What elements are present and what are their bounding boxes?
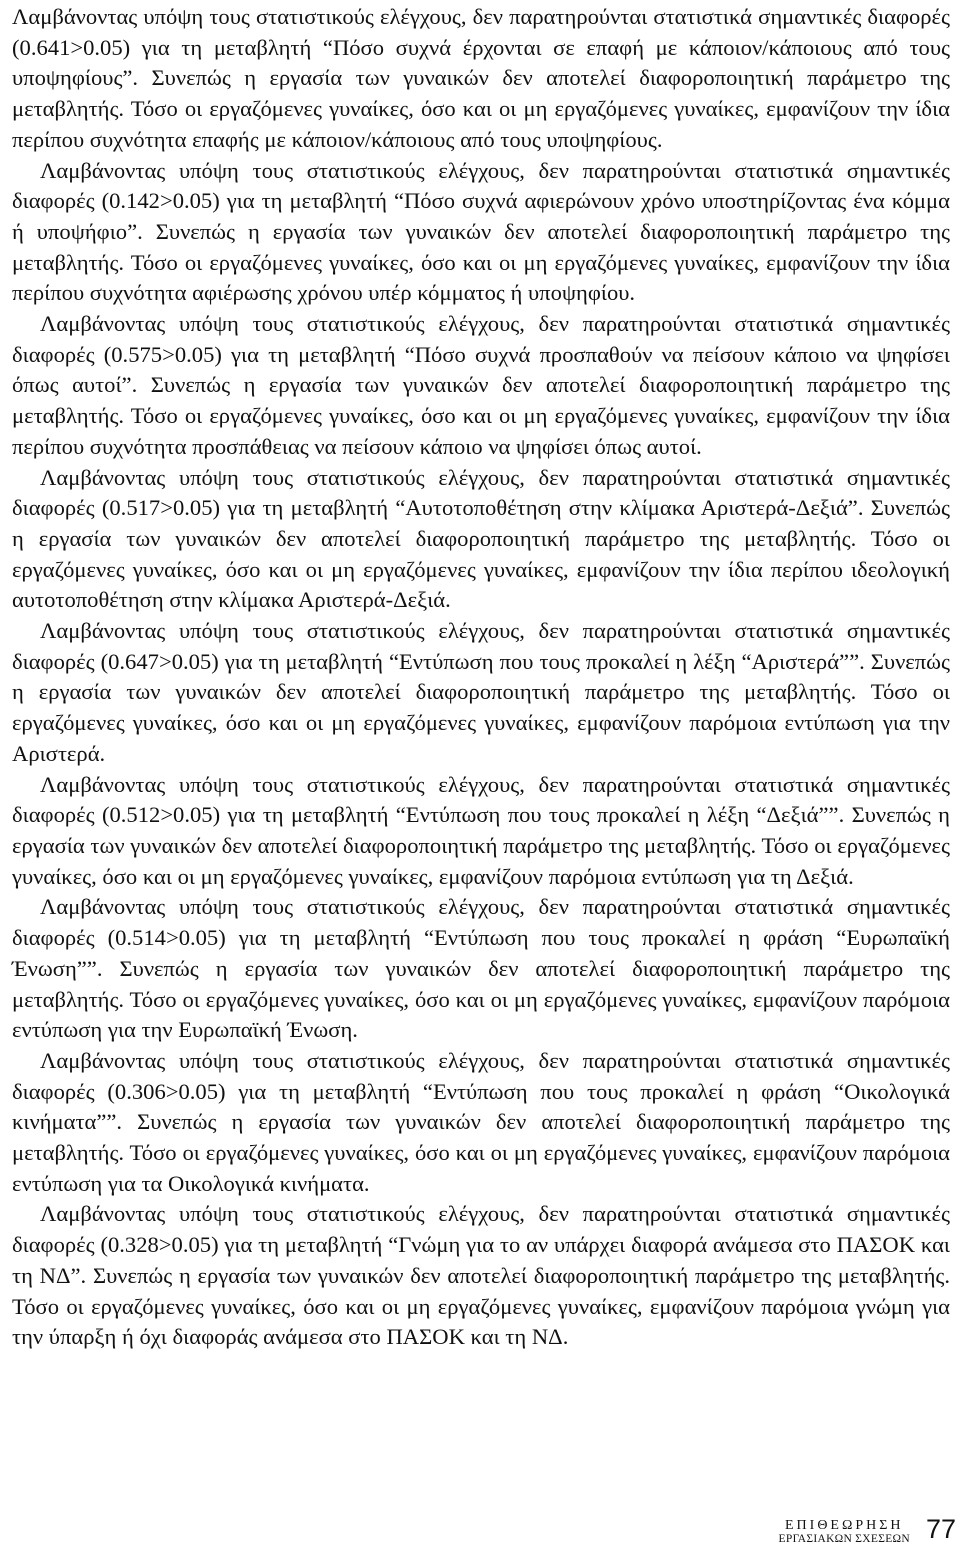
paragraph-impression-eu: Λαμβάνοντας υπόψη τους στατιστικούς ελέγχους, δεν παρατηρούνται στατιστικά σημαντικές διαφορές (0.514>0.05) για τη μεταβλητή “Εντύπωση που τους προκαλεί η φράση “Ευρωπαϊκή Ένωση””. Συνεπώς η εργασία των γυναικών δεν αποτελεί διαφοροποιητική παράμετρο της μεταβλητής. Τόσο οι εργαζόμενες γυναίκες, όσο και οι μη εργαζόμενες γυναίκες, εμφανίζουν παρόμοια εντύπωση για την Ευρωπαϊκή Ένωση. bbox=[12, 894, 950, 1043]
paragraph-pasok-nd: Λαμβάνοντας υπόψη τους στατιστικούς ελέγχους, δεν παρατηρούνται στατιστικά σημαντικές διαφορές (0.328>0.05) για τη μεταβλητή “Γνώμη για το αν υπάρχει διαφορά ανάμεσα στο ΠΑΣΟΚ και τη ΝΔ”. Συνεπώς η εργασία των γυναικών δεν αποτελεί διαφοροποιητική παράμετρο της μεταβλητής. Τόσο οι εργαζόμενες γυναίκες, όσο και οι μη εργαζόμενες γυναίκες, εμφανίζουν παρόμοια γνώμη για την ύπαρξη ή όχι διαφοράς ανάμεσα στο ΠΑΣΟΚ και τη ΝΔ. bbox=[12, 1201, 950, 1350]
journal-title-line2: ΕΡΓΑΣΙΑΚΩΝ ΣΧΕΣΕΩΝ bbox=[778, 1533, 910, 1545]
page-number: 77 bbox=[925, 1514, 956, 1544]
paragraph-impression-right: Λαμβάνοντας υπόψη τους στατιστικούς ελέγχους, δεν παρατηρούνται στατιστικά σημαντικές διαφορές (0.512>0.05) για τη μεταβλητή “Εντύπωση που τους προκαλεί η λέξη “Δεξιά””. Συνεπώς η εργασία των γυναικών δεν αποτελεί διαφοροποιητική παράμετρο της μεταβλητής. Τόσο οι εργαζόμενες γυναίκες, όσο και οι μη εργαζόμενες γυναίκες, εμφανίζουν παρόμοια εντύπωση για τη Δεξιά. bbox=[12, 771, 950, 889]
journal-title-line1: ΕΠΙΘΕΩΡΗΣΗ bbox=[785, 1518, 904, 1533]
paragraph-impression-ecology: Λαμβάνοντας υπόψη τους στατιστικούς ελέγχους, δεν παρατηρούνται στατιστικά σημαντικές διαφορές (0.306>0.05) για τη μεταβλητή “Εντύπωση που τους προκαλεί η φράση “Οικολογικά κινήματα””. Συνεπώς η εργασία των γυναικών δεν αποτελεί διαφοροποιητική παράμετρο της μεταβλητής. Τόσο οι εργαζόμενες γυναίκες, όσο και οι μη εργαζόμενες γυναίκες, εμφανίζουν παρόμοια εντύπωση για τα Οικολογικά κινήματα. bbox=[12, 1047, 950, 1196]
document-body bbox=[12, 2, 950, 1353]
journal-title bbox=[779, 1519, 910, 1546]
paragraph-communication-frequency: Λαμβάνοντας υπόψη τους στατιστικούς ελέγχους, δεν παρατηρούνται στατιστικά σημαντικές διαφορές (0.641>0.05) για τη μεταβλητή “Πόσο συχνά έρχονται σε επαφή με κάποιον/κάποιους από τους υποψηφίους”. Συνεπώς η εργασία των γυναικών δεν αποτελεί διαφοροποιητική παράμετρο της μεταβλητής. Τόσο οι εργαζόμενες γυναίκες, όσο και οι μη εργαζόμενες γυναίκες, εμφανίζουν την ίδια περίπου συχνότητα επαφής με κάποιον/κάποιους από τους υποψηφίους. bbox=[12, 4, 950, 152]
paragraph-impression-left: Λαμβάνοντας υπόψη τους στατιστικούς ελέγχους, δεν παρατηρούνται στατιστικά σημαντικές διαφορές (0.647>0.05) για τη μεταβλητή “Εντύπωση που τους προκαλεί η λέξη “Αριστερά””. Συνεπώς η εργασία των γυναικών δεν αποτελεί διαφοροποιητική παράμετρο της μεταβλητής. Τόσο οι εργαζόμενες γυναίκες, όσο και οι μη εργαζόμενες γυναίκες, εμφανίζουν παρόμοια εντύπωση για την Αριστερά. bbox=[12, 618, 950, 766]
page-footer bbox=[0, 1513, 960, 1546]
paragraph-time-devoted: Λαμβάνοντας υπόψη τους στατιστικούς ελέγχους, δεν παρατηρούνται στατιστικά σημαντικές διαφορές (0.142>0.05) για τη μεταβλητή “Πόσο συχνά αφιερώνουν χρόνο υποστηρίζοντας ένα κόμμα ή υποψήφιο”. Συνεπώς η εργασία των γυναικών δεν αποτελεί διαφοροποιητική παράμετρο της μεταβλητής. Τόσο οι εργαζόμενες γυναίκες, όσο και οι μη εργαζόμενες γυναίκες, εμφανίζουν την ίδια περίπου συχνότητα αφιέρωσης χρόνου υπέρ κόμματος ή υποψηφίου. bbox=[12, 157, 950, 306]
paragraph-persuasion: Λαμβάνοντας υπόψη τους στατιστικούς ελέγχους, δεν παρατηρούνται στατιστικά σημαντικές διαφορές (0.575>0.05) για τη μεταβλητή “Πόσο συχνά προσπαθούν να πείσουν κάποιο να ψηφίσει όπως αυτοί”. Συνεπώς η εργασία των γυναικών δεν αποτελεί διαφοροποιητική παράμετρο της μεταβλητής. Τόσο οι εργαζόμενες γυναίκες, όσο και οι μη εργαζόμενες γυναίκες, εμφανίζουν την ίδια περίπου συχνότητα προσπάθειας να πείσουν κάποιο να ψηφίσει όπως αυτοί. bbox=[12, 311, 950, 459]
paragraph-left-right-scale: Λαμβάνοντας υπόψη τους στατιστικούς ελέγχους, δεν παρατηρούνται στατιστικά σημαντικές διαφορές (0.517>0.05) για τη μεταβλητή “Αυτοτοποθέτηση στην κλίμακα Αριστερά-Δεξιά”. Συνεπώς η εργασία των γυναικών δεν αποτελεί διαφοροποιητική παράμετρο της μεταβλητής. Τόσο οι εργαζόμενες γυναίκες, όσο και οι μη εργαζόμενες γυναίκες, εμφανίζουν την ίδια περίπου ιδεολογική αυτοτοποθέτηση στην κλίμακα Αριστερά-Δεξιά. bbox=[12, 464, 950, 613]
